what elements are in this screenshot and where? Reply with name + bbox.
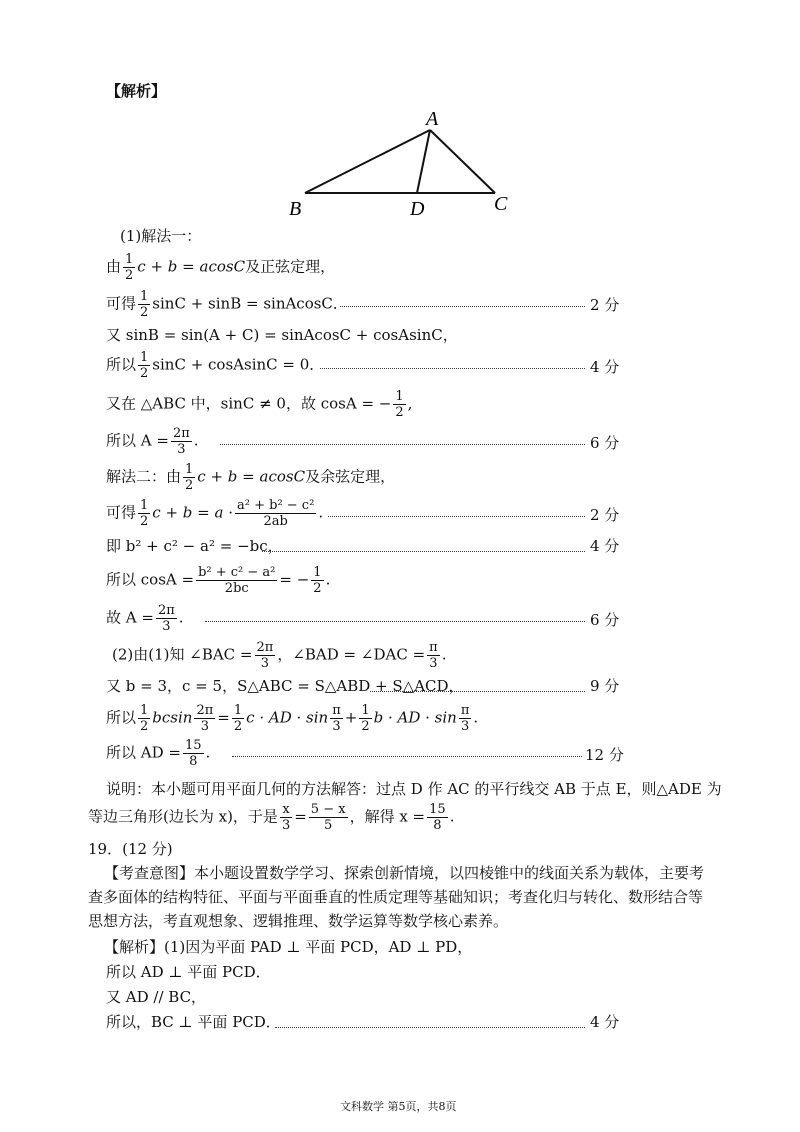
q19-intent2: 查多面体的结构特征、平面与平面垂直的性质定理等基础知识；考查化归与转化、数形结合等: [88, 888, 704, 906]
q19-s2: 所以 AD ⊥ 平面 PCD．: [106, 963, 271, 981]
p1-method2: 解法二：由 $\frac{1}{2}$ c + b = acosC及余弦定理，: [106, 462, 396, 493]
triangle-figure: [280, 105, 520, 220]
dot-leader: [370, 691, 585, 692]
footer: 文科数学 第5页，共8页: [340, 1100, 457, 1113]
score: 4 分: [590, 1013, 620, 1031]
p1-line8: 可得 $\frac{1}{2}$ c + b = a · $\frac{\text{a² + b² − c²}}{2ab}$ .: [106, 498, 324, 529]
score: 6 分: [590, 611, 620, 629]
p2-line2: 又 b = 3，c = 5，S△ABC = S△ABD + S△ACD，: [106, 677, 464, 695]
label-b: B: [289, 198, 302, 220]
label-c: C: [494, 193, 508, 215]
score: 4 分: [590, 358, 620, 376]
note-line2: 等边三角形(边长为 x)，于是 $\frac{x}{3}$ = $\frac{5 - x}{5}$ ，解得 x = $\frac{15}{8}$ .: [88, 802, 455, 833]
q19-s1: 【解析】(1)因为平面 PAD ⊥ 平面 PCD，AD ⊥ PD，: [104, 938, 473, 956]
dot-leader: [220, 444, 585, 445]
p1-line9: 即 b² + c² − a² = −bc，: [106, 537, 283, 555]
p2-line3: 所以 $\frac{1}{2}$ bcsin $\frac{2\pi}{3}$ = $\frac{1}{2}$ c · AD · sin $\frac{\pi}{3}$ + $\frac{1}{2}$ b · AD · sin $\frac{\pi}{3}$ .: [106, 703, 479, 734]
score: 2 分: [590, 296, 620, 314]
dot-leader: [232, 756, 582, 757]
dot-leader: [205, 621, 585, 622]
label-a: A: [426, 108, 439, 130]
heading: 【解析】: [106, 82, 167, 100]
dot-leader: [340, 306, 585, 307]
segment-ad: [417, 130, 430, 193]
score: 9 分: [590, 677, 620, 695]
method1-title: (1)解法一：: [120, 227, 202, 245]
score: 6 分: [590, 434, 620, 452]
dot-leader: [328, 516, 585, 517]
p1-line1: 由 $\frac{1}{2}$ c + b = acosC及正弦定理，: [106, 252, 336, 283]
p1-line2: 可得 $\frac{1}{2}$ sinC + sinB = sinAcosC．: [106, 289, 348, 320]
q19-title: 19．(12 分): [88, 840, 173, 858]
q19-intent1: 【考查意图】本小题设置数学学习、探索创新情境，以四棱锥中的线面关系为载体，主要考: [104, 864, 705, 882]
dot-leader: [320, 368, 585, 369]
p1-line3: 又 sinB = sin(A + C) = sinAcosC + cosAsinC，: [106, 326, 458, 344]
dot-leader: [262, 551, 585, 552]
p1-line6: 所以 A = $\frac{2\pi}{3}$ .: [106, 426, 199, 457]
dot-leader: [275, 1027, 585, 1028]
p1-line5: 又在 △ABC 中，sinC ≠ 0，故 cosA = − $\frac{1}{2}$ ,: [106, 389, 413, 420]
p1-line11: 故 A = $\frac{2\pi}{3}$ .: [106, 603, 184, 634]
p1-line10: 所以 cosA = $\frac{\text{b² + c² − a²}}{2bc}$ = − $\frac{1}{2}$ .: [106, 565, 331, 596]
label-d: D: [410, 198, 425, 220]
score: 12 分: [585, 746, 624, 764]
q19-s3: 又 AD // BC，: [106, 988, 207, 1006]
p2-line4: 所以 AD = $\frac{15}{8}$ .: [106, 738, 211, 769]
q19-s4: 所以，BC ⊥ 平面 PCD．: [106, 1013, 281, 1031]
side-ac: [430, 130, 495, 193]
q19-intent3: 思想方法，考直观想象、逻辑推理、数学运算等数学核心素养。: [88, 912, 509, 930]
score: 4 分: [590, 537, 620, 555]
note-line1: 说明：本小题可用平面几何的方法解答：过点 D 作 AC 的平行线交 AB 于点 E，则△ADE 为: [106, 780, 722, 798]
side-ab: [305, 130, 430, 193]
score: 2 分: [590, 506, 620, 524]
p2-line1: (2)由(1)知 ∠BAC = $\frac{2\pi}{3}$ ，∠BAD = ∠DAC = $\frac{\pi}{3}$ .: [112, 640, 447, 671]
p1-line4: 所以 $\frac{1}{2}$ sinC + cosAsinC = 0．: [106, 350, 325, 381]
